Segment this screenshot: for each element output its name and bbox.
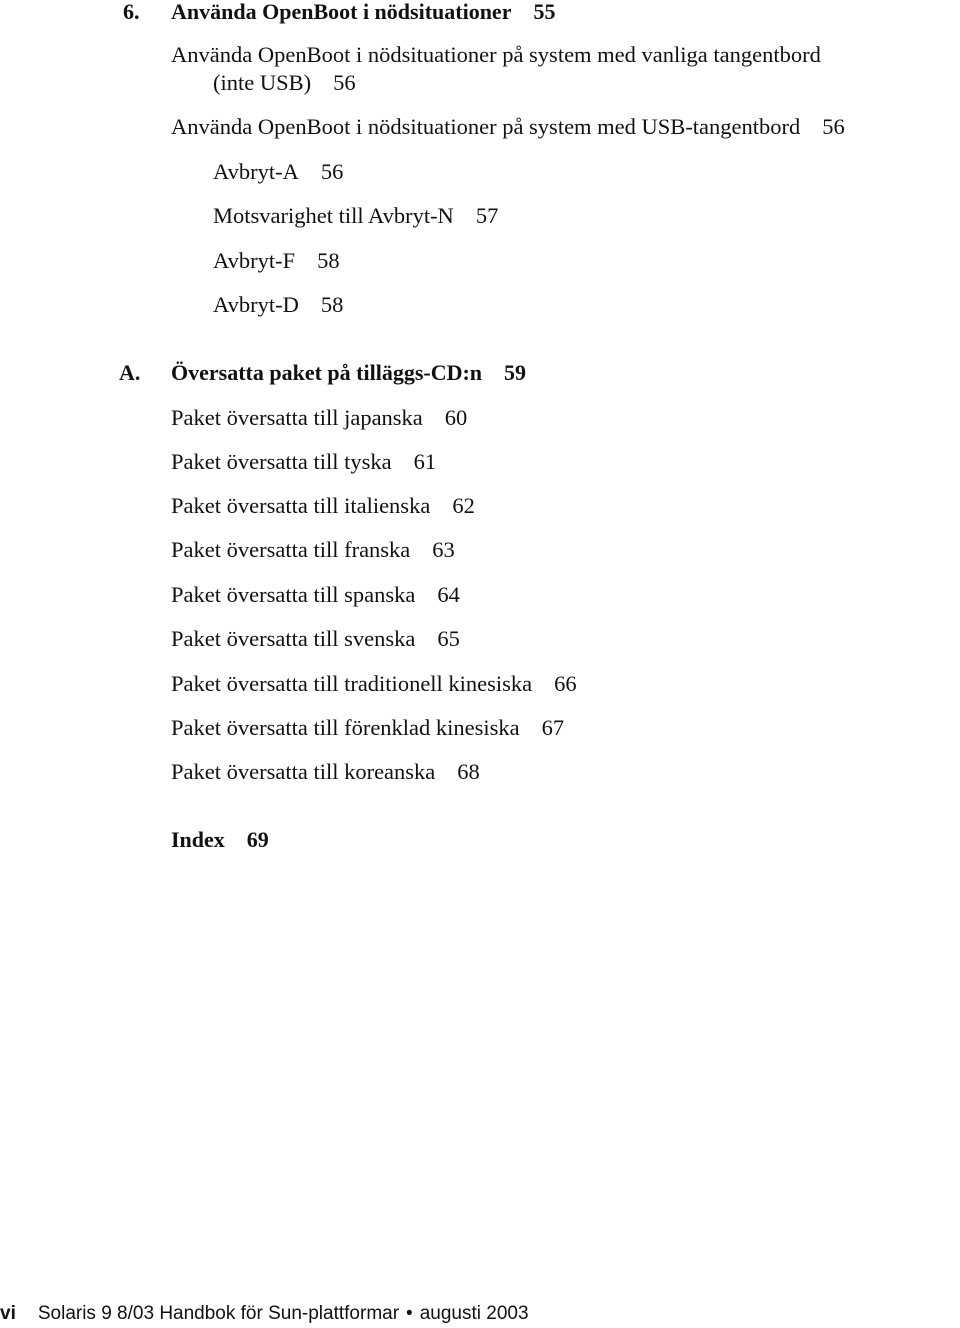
toc-entry-italienska[interactable] (171, 492, 475, 520)
toc-entry-forenklad-kinesiska[interactable] (171, 714, 564, 742)
page-number: 58 (320, 292, 344, 317)
page-number: 68 (457, 759, 480, 784)
page-number: 69 (246, 827, 269, 852)
entry-title: Paket översatta till tyska (171, 449, 392, 474)
toc-index[interactable] (171, 826, 269, 854)
entry-title: Paket översatta till spanska (171, 582, 416, 607)
page-footer (0, 1300, 529, 1328)
toc-entry-avbryt-n[interactable] (213, 202, 498, 230)
entry-title: Paket översatta till traditionell kinesiska (171, 671, 533, 696)
toc-entry-non-usb-cont[interactable] (213, 69, 356, 97)
entry-title-cont: (inte USB) (213, 70, 312, 95)
page-number: 60 (444, 405, 468, 430)
page-number: 64 (437, 582, 460, 607)
page-number: 56 (333, 70, 356, 95)
entry-title: Motsvarighet till Avbryt-N (213, 203, 454, 228)
toc-entry-usb[interactable] (171, 113, 845, 141)
footer-date: augusti 2003 (419, 1303, 529, 1324)
page-number: 66 (554, 671, 577, 696)
entry-title: Paket översatta till franska (171, 537, 411, 562)
page-number: 63 (432, 537, 455, 562)
entry-title: Paket översatta till italienska (171, 493, 431, 518)
entry-title: Avbryt-D (213, 292, 299, 317)
page-number: 58 (317, 248, 340, 273)
page-number: 65 (437, 626, 460, 651)
appendix-letter: A. (119, 360, 141, 385)
page-number: 59 (504, 360, 527, 385)
toc-entry-traditionell-kinesiska[interactable] (171, 670, 577, 698)
entry-title: Avbryt-A (213, 159, 299, 184)
page-number: 67 (541, 715, 565, 740)
entry-title: Paket översatta till svenska (171, 626, 416, 651)
toc-entry-avbryt-a[interactable] (213, 158, 343, 186)
page-number: 61 (413, 449, 437, 474)
page-number: 62 (452, 493, 475, 518)
toc-entry-japanska[interactable] (171, 404, 467, 432)
toc-entry-tyska[interactable] (171, 448, 436, 476)
page-number: 57 (475, 203, 499, 228)
chapter-number: 6. (123, 0, 140, 24)
folio-page-number: vi (0, 1303, 16, 1324)
toc-entry-non-usb[interactable] (171, 41, 821, 69)
appendix-title: Översatta paket på tilläggs-CD:n (171, 360, 483, 385)
entry-title: Avbryt-F (213, 248, 296, 273)
toc-entry-svenska[interactable] (171, 625, 460, 653)
page-number: 55 (533, 0, 556, 24)
toc-entry-koreanska[interactable] (171, 758, 480, 786)
toc-entry-avbryt-d[interactable] (213, 291, 343, 319)
bullet-separator: • (406, 1303, 413, 1324)
entry-title: Paket översatta till koreanska (171, 759, 436, 784)
page-number: 56 (320, 159, 344, 184)
page-number: 56 (822, 114, 845, 139)
index-title: Index (171, 827, 225, 852)
toc-entry-spanska[interactable] (171, 581, 460, 609)
entry-title: Använda OpenBoot i nödsituationer på system med USB-tangentbord (171, 114, 801, 139)
entry-title: Paket översatta till förenklad kinesiska (171, 715, 520, 740)
chapter-title: Använda OpenBoot i nödsituationer (171, 0, 512, 24)
book-title: Solaris 9 8/03 Handbok för Sun-plattformar (37, 1303, 400, 1324)
toc-entry-avbryt-f[interactable] (213, 247, 340, 275)
entry-title: Använda OpenBoot i nödsituationer på system med vanliga tangentbord (171, 42, 821, 67)
entry-title: Paket översatta till japanska (171, 405, 423, 430)
toc-entry-franska[interactable] (171, 536, 455, 564)
